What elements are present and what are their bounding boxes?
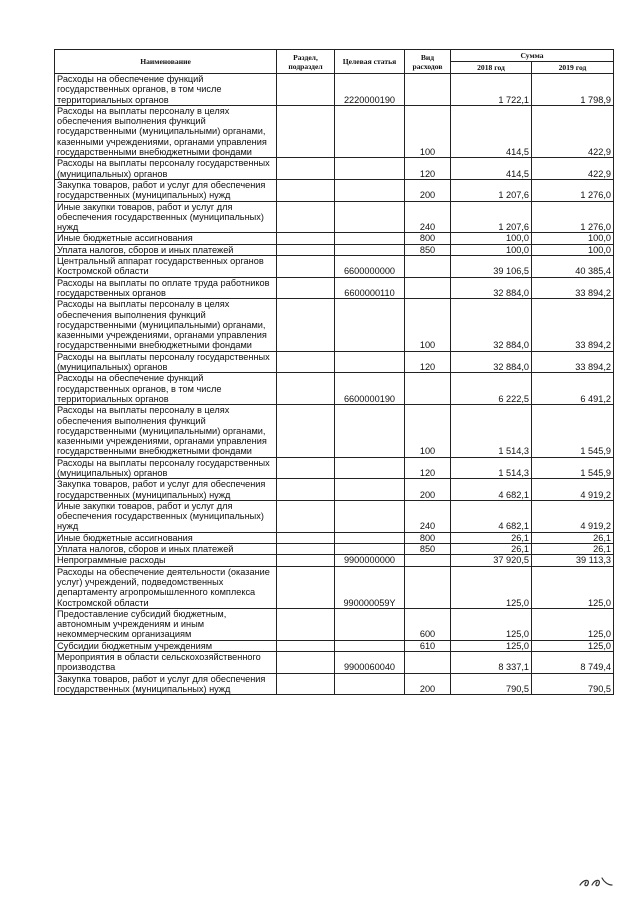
row-kind: 850 <box>405 244 451 255</box>
table-body <box>55 74 614 695</box>
row-sum-2019: 33 894,2 <box>532 351 614 373</box>
table-row <box>55 555 614 566</box>
row-sum-2018: 39 106,5 <box>451 256 532 278</box>
row-target <box>335 299 405 351</box>
row-name: Субсидии бюджетным учреждениям <box>55 640 277 651</box>
row-target: 2220000190 <box>335 74 405 106</box>
row-section <box>277 673 335 695</box>
row-name: Расходы на выплаты персоналу государственных (муниципальных) органов <box>55 158 277 180</box>
table-row <box>55 566 614 608</box>
row-name: Расходы на выплаты персоналу в целях обеспечения выполнения функций государственными (муниципальными) органами, казенными учреждениями, органами управления государственными внебюджетными фондами <box>55 299 277 351</box>
row-target <box>335 457 405 479</box>
row-target <box>335 640 405 651</box>
table-row <box>55 544 614 555</box>
row-kind: 600 <box>405 608 451 640</box>
row-sum-2019: 100,0 <box>532 233 614 244</box>
table-row <box>55 201 614 233</box>
row-sum-2018: 125,0 <box>451 608 532 640</box>
row-sum-2019: 100,0 <box>532 244 614 255</box>
row-name: Закупка товаров, работ и услуг для обеспечения государственных (муниципальных) нужд <box>55 179 277 201</box>
row-target: 6600000000 <box>335 256 405 278</box>
row-kind <box>405 652 451 674</box>
row-target <box>335 158 405 180</box>
row-target <box>335 201 405 233</box>
row-target: 990000059Y <box>335 566 405 608</box>
row-section <box>277 158 335 180</box>
table-row <box>55 457 614 479</box>
table-row <box>55 299 614 351</box>
row-kind: 120 <box>405 457 451 479</box>
row-sum-2018: 37 920,5 <box>451 555 532 566</box>
row-sum-2018: 4 682,1 <box>451 479 532 501</box>
row-sum-2018: 1 207,6 <box>451 201 532 233</box>
row-sum-2019: 1 545,9 <box>532 405 614 457</box>
table-row <box>55 351 614 373</box>
row-target: 9900000000 <box>335 555 405 566</box>
row-sum-2018: 790,5 <box>451 673 532 695</box>
row-sum-2019: 125,0 <box>532 640 614 651</box>
row-section <box>277 640 335 651</box>
row-target: 6600000190 <box>335 373 405 405</box>
row-sum-2019: 1 276,0 <box>532 201 614 233</box>
row-section <box>277 351 335 373</box>
row-sum-2018: 32 884,0 <box>451 299 532 351</box>
row-sum-2018: 414,5 <box>451 158 532 180</box>
row-name: Иные бюджетные ассигнования <box>55 233 277 244</box>
row-target <box>335 405 405 457</box>
row-name: Расходы на обеспечение функций государственных органов, в том числе территориальных органов <box>55 373 277 405</box>
row-section <box>277 500 335 532</box>
table-row <box>55 673 614 695</box>
row-target <box>335 179 405 201</box>
row-sum-2018: 6 222,5 <box>451 373 532 405</box>
row-sum-2018: 414,5 <box>451 105 532 157</box>
row-section <box>277 555 335 566</box>
row-sum-2019: 33 894,2 <box>532 277 614 299</box>
table-row <box>55 105 614 157</box>
budget-table <box>54 49 614 695</box>
row-name: Расходы на выплаты персоналу в целях обеспечения выполнения функций государственными (муниципальными) органами, казенными учреждениями, органами управления государственными внебюджетными фондами <box>55 405 277 457</box>
row-section <box>277 256 335 278</box>
table-row <box>55 500 614 532</box>
row-kind <box>405 566 451 608</box>
header-name: Наименование <box>55 50 277 74</box>
row-sum-2019: 33 894,2 <box>532 299 614 351</box>
row-sum-2018: 26,1 <box>451 532 532 543</box>
row-name: Уплата налогов, сборов и иных платежей <box>55 544 277 555</box>
row-section <box>277 457 335 479</box>
row-section <box>277 544 335 555</box>
row-name: Уплата налогов, сборов и иных платежей <box>55 244 277 255</box>
row-name: Закупка товаров, работ и услуг для обеспечения государственных (муниципальных) нужд <box>55 673 277 695</box>
row-name: Расходы на выплаты по оплате труда работников государственных органов <box>55 277 277 299</box>
table-row <box>55 158 614 180</box>
row-kind: 610 <box>405 640 451 651</box>
row-sum-2019: 40 385,4 <box>532 256 614 278</box>
row-kind: 120 <box>405 158 451 180</box>
row-sum-2019: 1 798,9 <box>532 74 614 106</box>
row-target <box>335 351 405 373</box>
row-section <box>277 532 335 543</box>
row-sum-2019: 1 545,9 <box>532 457 614 479</box>
row-sum-2019: 4 919,2 <box>532 500 614 532</box>
table-row <box>55 74 614 106</box>
row-sum-2018: 1 514,3 <box>451 405 532 457</box>
row-kind: 200 <box>405 673 451 695</box>
table-row <box>55 608 614 640</box>
row-kind: 800 <box>405 532 451 543</box>
table-header <box>55 50 614 74</box>
row-sum-2019: 422,9 <box>532 105 614 157</box>
row-sum-2018: 1 722,1 <box>451 74 532 106</box>
row-section <box>277 74 335 106</box>
row-section <box>277 244 335 255</box>
header-sum: Сумма <box>451 50 614 62</box>
row-sum-2018: 100,0 <box>451 244 532 255</box>
row-sum-2019: 26,1 <box>532 544 614 555</box>
row-sum-2019: 8 749,4 <box>532 652 614 674</box>
row-name: Иные закупки товаров, работ и услуг для обеспечения государственных (муниципальных) нужд <box>55 500 277 532</box>
row-sum-2019: 422,9 <box>532 158 614 180</box>
row-sum-2019: 125,0 <box>532 608 614 640</box>
row-sum-2018: 1 207,6 <box>451 179 532 201</box>
table-row <box>55 277 614 299</box>
page-number-handwritten <box>578 873 622 889</box>
table-row <box>55 233 614 244</box>
header-2019: 2019 год <box>532 62 614 74</box>
header-2018: 2018 год <box>451 62 532 74</box>
row-name: Иные бюджетные ассигнования <box>55 532 277 543</box>
header-kind: Вид расходов <box>405 50 451 74</box>
row-sum-2019: 6 491,2 <box>532 373 614 405</box>
row-sum-2018: 1 514,3 <box>451 457 532 479</box>
row-kind <box>405 277 451 299</box>
row-section <box>277 608 335 640</box>
row-section <box>277 201 335 233</box>
table-row <box>55 532 614 543</box>
table-row <box>55 479 614 501</box>
row-kind: 100 <box>405 299 451 351</box>
row-name: Расходы на выплаты персоналу в целях обеспечения выполнения функций государственными (муниципальными) органами, казенными учреждениями, органами управления государственными внебюджетными фондами <box>55 105 277 157</box>
row-kind: 800 <box>405 233 451 244</box>
row-name: Иные закупки товаров, работ и услуг для обеспечения государственных (муниципальных) нужд <box>55 201 277 233</box>
row-name: Расходы на обеспечение функций государственных органов, в том числе территориальных органов <box>55 74 277 106</box>
row-sum-2019: 4 919,2 <box>532 479 614 501</box>
row-name: Предоставление субсидий бюджетным, автономным учреждениям и иным некоммерческим организациям <box>55 608 277 640</box>
row-section <box>277 299 335 351</box>
row-sum-2018: 8 337,1 <box>451 652 532 674</box>
row-section <box>277 652 335 674</box>
row-kind: 120 <box>405 351 451 373</box>
row-section <box>277 373 335 405</box>
row-target <box>335 105 405 157</box>
row-sum-2018: 125,0 <box>451 640 532 651</box>
row-kind <box>405 74 451 106</box>
row-section <box>277 405 335 457</box>
row-name: Центральный аппарат государственных органов Костромской области <box>55 256 277 278</box>
row-kind: 200 <box>405 179 451 201</box>
row-name: Расходы на выплаты персоналу государственных (муниципальных) органов <box>55 351 277 373</box>
row-sum-2018: 32 884,0 <box>451 277 532 299</box>
row-target: 9900060040 <box>335 652 405 674</box>
row-target <box>335 500 405 532</box>
row-target <box>335 233 405 244</box>
table-row <box>55 256 614 278</box>
header-target: Целевая статья <box>335 50 405 74</box>
row-sum-2018: 125,0 <box>451 566 532 608</box>
header-section: Раздел, подраздел <box>277 50 335 74</box>
row-section <box>277 277 335 299</box>
table-row <box>55 652 614 674</box>
row-section <box>277 566 335 608</box>
row-kind: 240 <box>405 201 451 233</box>
row-target: 6600000110 <box>335 277 405 299</box>
row-kind: 200 <box>405 479 451 501</box>
row-section <box>277 179 335 201</box>
row-kind: 240 <box>405 500 451 532</box>
table-row <box>55 405 614 457</box>
row-target <box>335 544 405 555</box>
row-target <box>335 479 405 501</box>
row-name: Мероприятия в области сельскохозяйственного производства <box>55 652 277 674</box>
row-kind: 100 <box>405 405 451 457</box>
table-row <box>55 640 614 651</box>
table-row <box>55 373 614 405</box>
row-sum-2019: 39 113,3 <box>532 555 614 566</box>
row-name: Расходы на выплаты персоналу государственных (муниципальных) органов <box>55 457 277 479</box>
row-target <box>335 244 405 255</box>
row-name: Расходы на обеспечение деятельности (оказание услуг) учреждений, подведомственных департаменту агропромышленного комплекса Костромской области <box>55 566 277 608</box>
row-sum-2019: 1 276,0 <box>532 179 614 201</box>
row-target <box>335 608 405 640</box>
row-kind <box>405 373 451 405</box>
row-name: Закупка товаров, работ и услуг для обеспечения государственных (муниципальных) нужд <box>55 479 277 501</box>
row-kind: 100 <box>405 105 451 157</box>
row-target <box>335 532 405 543</box>
row-section <box>277 105 335 157</box>
row-section <box>277 233 335 244</box>
row-sum-2018: 26,1 <box>451 544 532 555</box>
row-sum-2018: 4 682,1 <box>451 500 532 532</box>
row-section <box>277 479 335 501</box>
table-row <box>55 179 614 201</box>
row-sum-2019: 790,5 <box>532 673 614 695</box>
row-target <box>335 673 405 695</box>
row-kind: 850 <box>405 544 451 555</box>
row-kind <box>405 555 451 566</box>
row-sum-2018: 100,0 <box>451 233 532 244</box>
row-sum-2019: 26,1 <box>532 532 614 543</box>
table-row <box>55 244 614 255</box>
row-sum-2018: 32 884,0 <box>451 351 532 373</box>
row-sum-2019: 125,0 <box>532 566 614 608</box>
row-kind <box>405 256 451 278</box>
row-name: Непрограммные расходы <box>55 555 277 566</box>
